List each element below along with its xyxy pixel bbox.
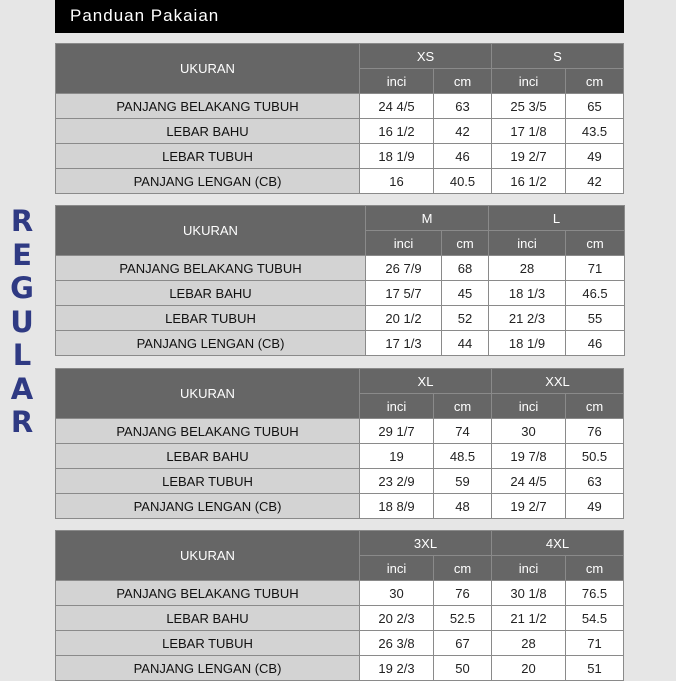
value-cell: 19 xyxy=(360,444,434,469)
value-cell: 49 xyxy=(566,494,624,519)
unit-header: inci xyxy=(366,231,442,256)
value-cell: 19 2/7 xyxy=(492,494,566,519)
row-header: UKURAN xyxy=(56,206,366,256)
measure-label: LEBAR TUBUH xyxy=(56,631,360,656)
value-cell: 43.5 xyxy=(566,119,624,144)
unit-header: cm xyxy=(566,231,625,256)
size-table-xs-s xyxy=(55,43,624,194)
value-cell: 50 xyxy=(434,656,492,681)
value-cell: 17 1/3 xyxy=(366,331,442,356)
row-header: UKURAN xyxy=(56,531,360,581)
unit-header: inci xyxy=(492,69,566,94)
unit-header: inci xyxy=(492,556,566,581)
value-cell: 54.5 xyxy=(566,606,624,631)
value-cell: 19 2/7 xyxy=(492,144,566,169)
fit-letter: E xyxy=(12,237,32,272)
table-row xyxy=(56,444,624,469)
unit-header: cm xyxy=(566,394,624,419)
unit-header: cm xyxy=(442,231,489,256)
row-header: UKURAN xyxy=(56,369,360,419)
unit-header: inci xyxy=(360,69,434,94)
value-cell: 20 2/3 xyxy=(360,606,434,631)
size-header: S xyxy=(492,44,624,69)
measure-label: PANJANG LENGAN (CB) xyxy=(56,494,360,519)
table-row xyxy=(56,119,624,144)
table-row xyxy=(56,631,624,656)
table-row xyxy=(56,419,624,444)
measure-label: LEBAR TUBUH xyxy=(56,306,366,331)
fit-letter: R xyxy=(10,405,34,439)
value-cell: 55 xyxy=(566,306,625,331)
value-cell: 30 1/8 xyxy=(492,581,566,606)
value-cell: 50.5 xyxy=(566,444,624,469)
value-cell: 18 8/9 xyxy=(360,494,434,519)
value-cell: 40.5 xyxy=(434,169,492,194)
value-cell: 20 xyxy=(492,656,566,681)
value-cell: 52.5 xyxy=(434,606,492,631)
measure-label: PANJANG BELAKANG TUBUH xyxy=(56,419,360,444)
unit-header: inci xyxy=(492,394,566,419)
value-cell: 18 1/9 xyxy=(360,144,434,169)
value-cell: 20 1/2 xyxy=(366,306,442,331)
value-cell: 65 xyxy=(566,94,624,119)
unit-header: inci xyxy=(360,394,434,419)
unit-header: cm xyxy=(434,556,492,581)
value-cell: 19 2/3 xyxy=(360,656,434,681)
value-cell: 24 4/5 xyxy=(492,469,566,494)
value-cell: 52 xyxy=(442,306,489,331)
value-cell: 26 3/8 xyxy=(360,631,434,656)
measure-label: PANJANG BELAKANG TUBUH xyxy=(56,94,360,119)
size-header: 3XL xyxy=(360,531,492,556)
value-cell: 42 xyxy=(566,169,624,194)
value-cell: 21 2/3 xyxy=(489,306,566,331)
table-row xyxy=(56,169,624,194)
value-cell: 45 xyxy=(442,281,489,306)
value-cell: 42 xyxy=(434,119,492,144)
unit-header: cm xyxy=(566,69,624,94)
unit-header: cm xyxy=(434,394,492,419)
value-cell: 30 xyxy=(492,419,566,444)
value-cell: 17 1/8 xyxy=(492,119,566,144)
unit-header: cm xyxy=(434,69,492,94)
value-cell: 18 1/9 xyxy=(489,331,566,356)
size-table-3xl-4xl xyxy=(55,530,624,681)
value-cell: 76 xyxy=(566,419,624,444)
value-cell: 59 xyxy=(434,469,492,494)
table-row xyxy=(56,494,624,519)
table-row xyxy=(56,469,624,494)
table-row xyxy=(56,581,624,606)
page-title: Panduan Pakaian xyxy=(55,0,624,33)
value-cell: 23 2/9 xyxy=(360,469,434,494)
table-row xyxy=(56,331,625,356)
value-cell: 71 xyxy=(566,631,624,656)
table-row xyxy=(56,94,624,119)
table-row xyxy=(56,656,624,681)
table-row xyxy=(56,306,625,331)
value-cell: 67 xyxy=(434,631,492,656)
value-cell: 48.5 xyxy=(434,444,492,469)
size-header: L xyxy=(489,206,625,231)
value-cell: 18 1/3 xyxy=(489,281,566,306)
unit-header: inci xyxy=(489,231,566,256)
value-cell: 48 xyxy=(434,494,492,519)
row-header: UKURAN xyxy=(56,44,360,94)
value-cell: 63 xyxy=(434,94,492,119)
value-cell: 63 xyxy=(566,469,624,494)
table-row xyxy=(56,606,624,631)
value-cell: 21 1/2 xyxy=(492,606,566,631)
size-table-m-l xyxy=(55,205,625,356)
fit-type-label xyxy=(9,205,35,440)
value-cell: 17 5/7 xyxy=(366,281,442,306)
fit-letter: A xyxy=(10,371,34,406)
value-cell: 16 1/2 xyxy=(360,119,434,144)
size-table-xl-xxl xyxy=(55,368,624,519)
value-cell: 16 xyxy=(360,169,434,194)
value-cell: 51 xyxy=(566,656,624,681)
measure-label: LEBAR TUBUH xyxy=(56,469,360,494)
value-cell: 46.5 xyxy=(566,281,625,306)
fit-letter: L xyxy=(12,338,32,372)
size-header: XXL xyxy=(492,369,624,394)
measure-label: PANJANG BELAKANG TUBUH xyxy=(56,256,366,281)
size-header: 4XL xyxy=(492,531,624,556)
value-cell: 74 xyxy=(434,419,492,444)
value-cell: 25 3/5 xyxy=(492,94,566,119)
value-cell: 28 xyxy=(489,256,566,281)
unit-header: cm xyxy=(566,556,624,581)
fit-letter: U xyxy=(10,304,34,339)
measure-label: PANJANG LENGAN (CB) xyxy=(56,169,360,194)
value-cell: 76.5 xyxy=(566,581,624,606)
value-cell: 49 xyxy=(566,144,624,169)
fit-letter: R xyxy=(10,204,34,238)
size-header: XL xyxy=(360,369,492,394)
measure-label: LEBAR BAHU xyxy=(56,606,360,631)
value-cell: 24 4/5 xyxy=(360,94,434,119)
measure-label: LEBAR BAHU xyxy=(56,119,360,144)
size-header: XS xyxy=(360,44,492,69)
table-row xyxy=(56,281,625,306)
value-cell: 68 xyxy=(442,256,489,281)
fit-letter: G xyxy=(10,271,34,305)
table-row xyxy=(56,144,624,169)
value-cell: 76 xyxy=(434,581,492,606)
measure-label: PANJANG LENGAN (CB) xyxy=(56,656,360,681)
measure-label: PANJANG LENGAN (CB) xyxy=(56,331,366,356)
measure-label: LEBAR BAHU xyxy=(56,281,366,306)
value-cell: 28 xyxy=(492,631,566,656)
value-cell: 46 xyxy=(566,331,625,356)
value-cell: 30 xyxy=(360,581,434,606)
value-cell: 44 xyxy=(442,331,489,356)
unit-header: inci xyxy=(360,556,434,581)
value-cell: 26 7/9 xyxy=(366,256,442,281)
value-cell: 16 1/2 xyxy=(492,169,566,194)
measure-label: LEBAR BAHU xyxy=(56,444,360,469)
measure-label: PANJANG BELAKANG TUBUH xyxy=(56,581,360,606)
value-cell: 19 7/8 xyxy=(492,444,566,469)
measure-label: LEBAR TUBUH xyxy=(56,144,360,169)
value-cell: 46 xyxy=(434,144,492,169)
size-header: M xyxy=(366,206,489,231)
table-row xyxy=(56,256,625,281)
value-cell: 29 1/7 xyxy=(360,419,434,444)
value-cell: 71 xyxy=(566,256,625,281)
